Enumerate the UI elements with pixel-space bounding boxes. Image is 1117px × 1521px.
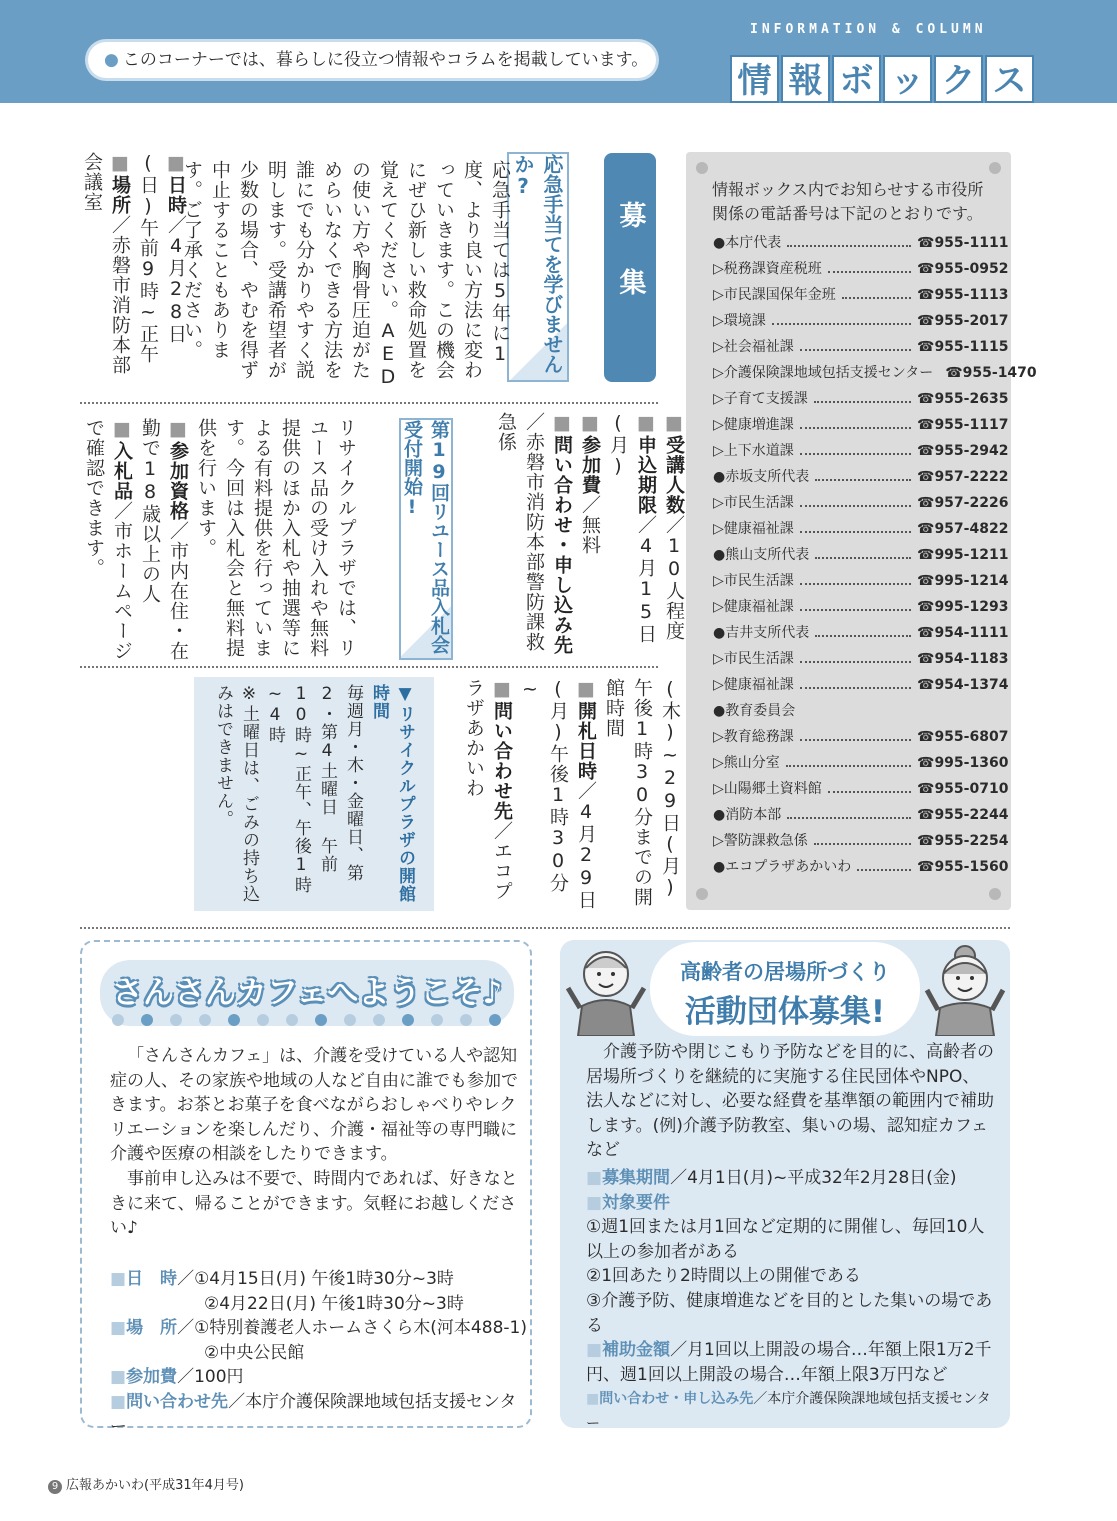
aid-details-2: ■受講人数／10人程度 ■申込期限／4月15日(月) ■参加費／無料 ■問い合わせ・申し込み先／赤磐市消防本部警防課救急係 xyxy=(495,412,685,655)
leader-dots xyxy=(787,809,911,819)
decor-dot xyxy=(286,1014,298,1026)
decor-dot xyxy=(199,1014,211,1026)
contact-label: 問い合わせ・申し込み先 xyxy=(599,1391,754,1408)
phone-row xyxy=(713,804,1009,830)
cafe-paragraph: 「さんさんカフェ」は、介護を受けている人や認知症の人、その家族や地域の人など自由に誰でも参加できます。お茶とお菓子を食べながらおしゃべりやレクリエーションを楽しんだり、介護・福祉等の専門職に介護や医療の相談をしたりできます。 xyxy=(110,1046,518,1165)
leader-dots xyxy=(857,861,911,871)
phone-row xyxy=(713,362,1037,388)
square-icon: ■ xyxy=(167,418,189,441)
intro-banner xyxy=(88,42,656,78)
plaza-body: 毎週月・木・金曜日、第2・第4土曜日 午前10時~正午、午後1時~4時 xyxy=(265,684,363,894)
leader-dots xyxy=(772,315,911,325)
phone-department: ●エコプラザあかいわ xyxy=(713,859,852,875)
phone-department: ▷上下水道課 xyxy=(713,443,794,459)
decor-dot xyxy=(344,1014,356,1026)
phone-number: ☎995-1360 xyxy=(917,755,1009,771)
qualification-value: 市内在住・在勤で18歳以上の人 xyxy=(139,418,189,661)
phone-department: ▷健康福祉課 xyxy=(713,677,794,693)
decor-dot xyxy=(228,1014,240,1026)
phone-row xyxy=(713,466,1009,492)
title-char: ッ xyxy=(883,55,932,103)
decor-dot xyxy=(489,1014,501,1026)
phone-department: ●本庁代表 xyxy=(713,235,782,251)
phone-row xyxy=(713,544,1009,570)
phone-department: ▷健康増進課 xyxy=(713,417,794,433)
leader-dots xyxy=(828,263,911,273)
leader-dots xyxy=(800,731,911,741)
decor-dot xyxy=(373,1014,385,1026)
plaza-heading: ▼リサイクルプラザの開館時間 xyxy=(369,684,415,903)
reuse-title: 第19回リユース品入札会受付開始! xyxy=(401,420,450,654)
square-icon: ■ xyxy=(586,1391,600,1408)
section-title xyxy=(730,55,1034,103)
period-value: 4月1日(月)~平成32年2月28日(金) xyxy=(687,1168,957,1188)
fee-label: 参加費 xyxy=(579,435,601,495)
square-icon: ■ xyxy=(586,1192,603,1213)
deadline-value: 4月15日(月) xyxy=(607,412,657,644)
square-icon: ■ xyxy=(110,1269,127,1289)
leader-dots xyxy=(800,419,911,429)
amount-value: 月1回以上開設の場合…年額上限1万2千円、週1回以上開設の場合…年額上限3万円など xyxy=(586,1340,992,1385)
decor-dot xyxy=(402,1014,414,1026)
date-value: ①4月15日(月) 午後1時30分~3時 xyxy=(194,1269,454,1289)
screw-icon xyxy=(696,888,708,900)
square-icon: ■ xyxy=(551,412,573,435)
phone-department: ▷教育総務課 xyxy=(713,729,794,745)
elderly-woman-icon xyxy=(924,944,1006,1036)
reuse-title-box xyxy=(399,418,453,660)
aid-title: 応急手当てを学びませんか? xyxy=(511,154,564,374)
phone-row xyxy=(713,518,1009,544)
page-number: 9 xyxy=(48,1480,62,1494)
square-icon: ■ xyxy=(110,1318,127,1339)
open-value: 4月29日(月)午後1時30分~ xyxy=(519,678,597,910)
reuse-contact-value: エコプラザあかいわ xyxy=(463,678,513,901)
square-icon: ■ xyxy=(491,678,513,701)
place-label: 場 所 xyxy=(126,1318,178,1339)
bullet-icon: ● xyxy=(104,50,119,70)
phone-department: ▷熊山分室 xyxy=(713,755,780,771)
square-icon: ■ xyxy=(663,412,685,435)
phone-number: ☎955-1115 xyxy=(917,339,1009,355)
phone-row xyxy=(713,596,1009,622)
phone-number: ☎995-1214 xyxy=(917,573,1009,589)
contact-label: 問い合わせ先 xyxy=(126,1391,229,1412)
leader-dots xyxy=(800,679,911,689)
phone-number: ☎955-1113 xyxy=(917,287,1009,303)
capacity-label: 受講人数 xyxy=(663,435,685,515)
bid-details: (木)~29日(月)午後1時30分までの開館時間 ■開札日時／4月29日(月)午後1時30分~ ■問い合わせ先／エコプラザあかいわ xyxy=(460,678,712,914)
title-char: ク xyxy=(934,55,983,103)
phone-number: ☎955-1117 xyxy=(917,417,1009,433)
phone-department: ▷子育て支援課 xyxy=(713,391,808,407)
title-char: ス xyxy=(985,55,1034,103)
elderly-body: 介護予防や閉じこもり予防などを目的に、高齢者の居場所づくりを継続的に実施する住民団体やNPO、法人などに対し、必要な経費を基準額の範囲内で補助します。(例)介護予防教室、集いの場、認知症カフェ など xyxy=(586,1042,1006,1161)
phone-list xyxy=(713,232,1037,882)
phone-row xyxy=(713,232,1009,258)
decor-dot xyxy=(460,1014,472,1026)
phone-number: ☎955-2244 xyxy=(917,807,1009,823)
requirement-item: ①週1回または月1回など定期的に開催し、毎回10人以上の参加者がある xyxy=(586,1217,985,1262)
decor-dot xyxy=(315,1014,327,1026)
phone-number: ☎955-0952 xyxy=(917,261,1009,277)
dot-row xyxy=(112,1014,501,1026)
phone-row xyxy=(713,830,1009,856)
square-icon: ■ xyxy=(110,1367,127,1388)
phone-row xyxy=(713,258,1009,284)
phone-number: ☎955-6807 xyxy=(917,729,1009,745)
phone-row xyxy=(713,622,1009,648)
leader-dots xyxy=(814,393,911,403)
date-value: ②4月22日(月) 午後1時30分~3時 xyxy=(204,1293,464,1314)
leader-dots xyxy=(800,341,911,351)
elderly-title-2: 活動団体募集! xyxy=(684,994,886,1030)
date-value: 4月28日(日)午前9時~正午 xyxy=(137,152,187,364)
cafe-title: さんさんカフェへようこそ♪ xyxy=(100,960,514,1026)
phone-number: ☎955-2254 xyxy=(917,833,1009,849)
phone-department: ▷市民課国保年金班 xyxy=(713,287,836,303)
reuse-contact-label: 問い合わせ先 xyxy=(491,701,513,821)
leader-dots xyxy=(800,497,911,507)
square-icon: ■ xyxy=(579,412,601,435)
leader-dots xyxy=(800,523,911,533)
phone-department: ●赤坂支所代表 xyxy=(713,469,810,485)
decor-dot xyxy=(141,1014,153,1026)
phone-row xyxy=(713,440,1009,466)
date-label: 日時 xyxy=(165,175,187,215)
items-label: 入札品 xyxy=(111,441,133,501)
phone-number: ☎955-1111 xyxy=(917,235,1009,251)
place-value: 赤磐市消防本部会議室 xyxy=(81,152,131,375)
leader-dots xyxy=(842,289,911,299)
phone-number: ☎955-2017 xyxy=(917,313,1009,329)
items-value: 市ホームページで確認できます。 xyxy=(83,418,133,661)
phone-department: ▷税務課資産税班 xyxy=(713,261,822,277)
contact-label: 問い合わせ・申し込み先 xyxy=(551,435,573,655)
divider xyxy=(80,927,1010,929)
phone-number: ☎954-1183 xyxy=(917,651,1009,667)
phone-department: ▷介護保険課地域包括支援センター xyxy=(713,365,934,381)
leader-dots xyxy=(800,445,911,455)
phone-department: ▷健康福祉課 xyxy=(713,521,794,537)
plaza-hours xyxy=(210,684,418,908)
square-icon: ■ xyxy=(165,152,187,175)
cafe-paragraph: 事前申し込みは不要で、時間内であれば、好きなときに来て、帰ることができます。気軽にお越しください♪ xyxy=(110,1168,518,1239)
fee-value: 無料 xyxy=(579,515,601,555)
decor-dot xyxy=(431,1014,443,1026)
deadline-label: 申込期限 xyxy=(635,435,657,515)
phone-number: ☎957-4822 xyxy=(917,521,1009,537)
phone-row xyxy=(713,388,1009,414)
decor-dot xyxy=(170,1014,182,1026)
phone-row xyxy=(713,570,1009,596)
aid-details: ■日時／4月28日(日)午前9時~正午 ■場所／赤磐市消防本部会議室 xyxy=(81,152,187,375)
plaza-note: ※土曜日は、ごみの持ち込みはできません。 xyxy=(213,684,259,903)
leader-dots xyxy=(815,627,911,637)
phone-number: ☎955-2635 xyxy=(917,391,1009,407)
requirement-item: ②1回あたり2時間以上の開催である xyxy=(586,1266,861,1287)
qualification-label: 参加資格 xyxy=(167,441,189,521)
phone-department: ▷市民生活課 xyxy=(713,495,794,511)
leader-dots xyxy=(815,549,911,559)
phone-number: ☎954-1111 xyxy=(917,625,1009,641)
section-subtitle: INFORMATION & COLUMN xyxy=(750,22,987,37)
phone-row xyxy=(713,648,1009,674)
aid-title-box xyxy=(507,152,569,382)
square-icon: ■ xyxy=(635,412,657,435)
divider xyxy=(80,402,658,404)
leader-dots xyxy=(814,835,911,845)
open-label: 開札日時 xyxy=(575,701,597,781)
phone-department: ▷健康福祉課 xyxy=(713,599,794,615)
place-value: ②中央公民館 xyxy=(204,1342,305,1363)
phone-department: ▷市民生活課 xyxy=(713,573,794,589)
phone-department: ●消防本部 xyxy=(713,807,782,823)
recruit-label: 募集 xyxy=(604,153,656,382)
phone-row xyxy=(713,726,1009,752)
phone-row xyxy=(713,752,1009,778)
phone-number: ☎955-1560 xyxy=(917,859,1009,875)
phone-directory xyxy=(686,152,1037,910)
phone-number: ☎955-2942 xyxy=(917,443,1009,459)
contact-value: 本庁介護保険課地域包括支援センター xyxy=(586,1391,991,1432)
square-icon: ■ xyxy=(111,418,133,441)
phone-department: ▷山陽郷土資料館 xyxy=(713,781,822,797)
phone-number: ☎995-1293 xyxy=(917,599,1009,615)
place-value: ①特別養護老人ホームさくら木(河本488-1) xyxy=(194,1318,527,1339)
leader-dots xyxy=(800,575,911,585)
cafe-article xyxy=(80,940,532,1437)
requirements-label: 対象要件 xyxy=(602,1192,671,1213)
phone-row xyxy=(713,700,1003,726)
leader-dots xyxy=(828,783,911,793)
elderly-title-1: 高齢者の居場所づくり xyxy=(680,960,890,984)
date-label: 日 時 xyxy=(126,1269,178,1289)
square-icon: ■ xyxy=(586,1168,603,1188)
phone-number: ☎955-0710 xyxy=(917,781,1009,797)
leader-dots xyxy=(786,757,911,767)
phone-row xyxy=(713,284,1009,310)
fee-value: 100円 xyxy=(194,1367,244,1388)
header-band xyxy=(0,0,1117,103)
amount-label: 補助金額 xyxy=(602,1340,671,1361)
leader-dots xyxy=(800,653,911,663)
phone-department: ▷警防課救急係 xyxy=(713,833,808,849)
cafe-details: ■日 時／①4月15日(月) 午後1時30分~3時 ②4月22日(月) 午後1時30分~3時 ■場 所／①特別養護老人ホームさくら木(河本488-1) ②中央公民館 ■参加費／100円 ■問い合わせ先／本庁介護保険課地域包括支援センター xyxy=(110,1267,530,1439)
elderly-article xyxy=(560,940,1010,1432)
elderly-details: ■募集期間／4月1日(月)~平成32年2月28日(金) ■対象要件 ①週1回または月1回など定期的に開催し、毎回10人以上の参加者がある ②1回あたり2時間以上の開催である ③介護予防、健康増進などを目的とした集いの場である ■補助金額／月1回以上開設の場合…年額上限1万2千円、週1回以上開設の場合…年額上限3万円など ■問い合わせ・申し込み先／本庁介護保険課地域包括支援センター xyxy=(586,1166,996,1437)
aid-body: 応急手当ては5年に1度、より良い方法に変わっていきます。この機会にぜひ新しい救命処置を覚えてください。AEDの使い方や胸骨圧迫がためらいなくできる方法を誰にでも分かりやすく説明します。受講希望者が少数の場合、やむを得ず中止することもあります。ご了承ください。 xyxy=(181,160,511,389)
elderly-man-icon xyxy=(566,944,646,1036)
title-char: 情 xyxy=(730,55,779,103)
phone-row xyxy=(713,310,1009,336)
phone-number: ☎954-1374 xyxy=(917,677,1009,693)
screw-icon xyxy=(989,162,1001,174)
cafe-body xyxy=(110,1044,520,1241)
phone-department: ▷社会福祉課 xyxy=(713,339,794,355)
phone-number: ☎957-2226 xyxy=(917,495,1009,511)
phone-number: ☎955-1470 xyxy=(945,365,1037,381)
screw-icon xyxy=(989,888,1001,900)
phone-row xyxy=(713,492,1009,518)
phone-department: ●教育委員会 xyxy=(713,703,796,719)
square-icon: ■ xyxy=(110,1391,127,1412)
reuse-body: リサイクルプラザでは、リユース品の受け入れや無料提供のほか入札や抽選等による有料提供を行っています。今回は入札会と無料提供を行います。 xyxy=(195,418,357,658)
leader-dots xyxy=(800,601,911,611)
phone-row xyxy=(713,856,1009,882)
title-char: 報 xyxy=(781,55,830,103)
intro-text: このコーナーでは、暮らしに役立つ情報やコラムを掲載しています。 xyxy=(122,50,649,70)
divider xyxy=(80,666,658,668)
phone-department: ▷環境課 xyxy=(713,313,766,329)
title-char: ボ xyxy=(832,55,881,103)
phone-intro: 情報ボックス内でお知らせする市役所関係の電話番号は下記のとおりです。 xyxy=(712,180,984,223)
footer-text: 広報あかいわ(平成31年4月号) xyxy=(66,1478,244,1493)
square-icon: ■ xyxy=(575,678,597,701)
capacity-value: 10人程度 xyxy=(663,535,685,641)
square-icon: ■ xyxy=(109,152,131,175)
screw-icon xyxy=(696,162,708,174)
contact-value: 本庁介護保険課地域包括支援センター xyxy=(110,1391,517,1437)
leader-dots xyxy=(787,237,911,247)
phone-number: ☎957-2222 xyxy=(917,469,1009,485)
period-label: 募集期間 xyxy=(602,1168,671,1188)
phone-row xyxy=(713,336,1009,362)
phone-row xyxy=(713,778,1009,804)
requirement-item: ③介護予防、健康増進などを目的とした集いの場である xyxy=(586,1290,993,1336)
phone-department: ●吉井支所代表 xyxy=(713,625,810,641)
fee-label: 参加費 xyxy=(126,1367,178,1388)
decor-dot xyxy=(112,1014,124,1026)
footer xyxy=(48,1474,244,1494)
reuse-details: リサイクルプラザでは、リユース品の受け入れや無料提供のほか入札や抽選等による有料提供を行っています。今回は入札会と無料提供を行います。 ■参加資格／市内在住・在勤で18歳以上の人 ■入札品／市ホームページで確認できます。 xyxy=(83,418,357,661)
phone-row xyxy=(713,674,1009,700)
leader-dots xyxy=(815,471,911,481)
apply-value: (木)~29日(月)午後1時30分までの開館時間 xyxy=(603,678,681,907)
place-label: 場所 xyxy=(109,175,131,215)
contact-value: 赤磐市消防本部警防課救急係 xyxy=(495,412,545,652)
square-icon: ■ xyxy=(586,1340,603,1361)
phone-department: ▷市民生活課 xyxy=(713,651,794,667)
phone-number: ☎995-1211 xyxy=(917,547,1009,563)
phone-row xyxy=(713,414,1009,440)
decor-dot xyxy=(257,1014,269,1026)
phone-department: ●熊山支所代表 xyxy=(713,547,810,563)
